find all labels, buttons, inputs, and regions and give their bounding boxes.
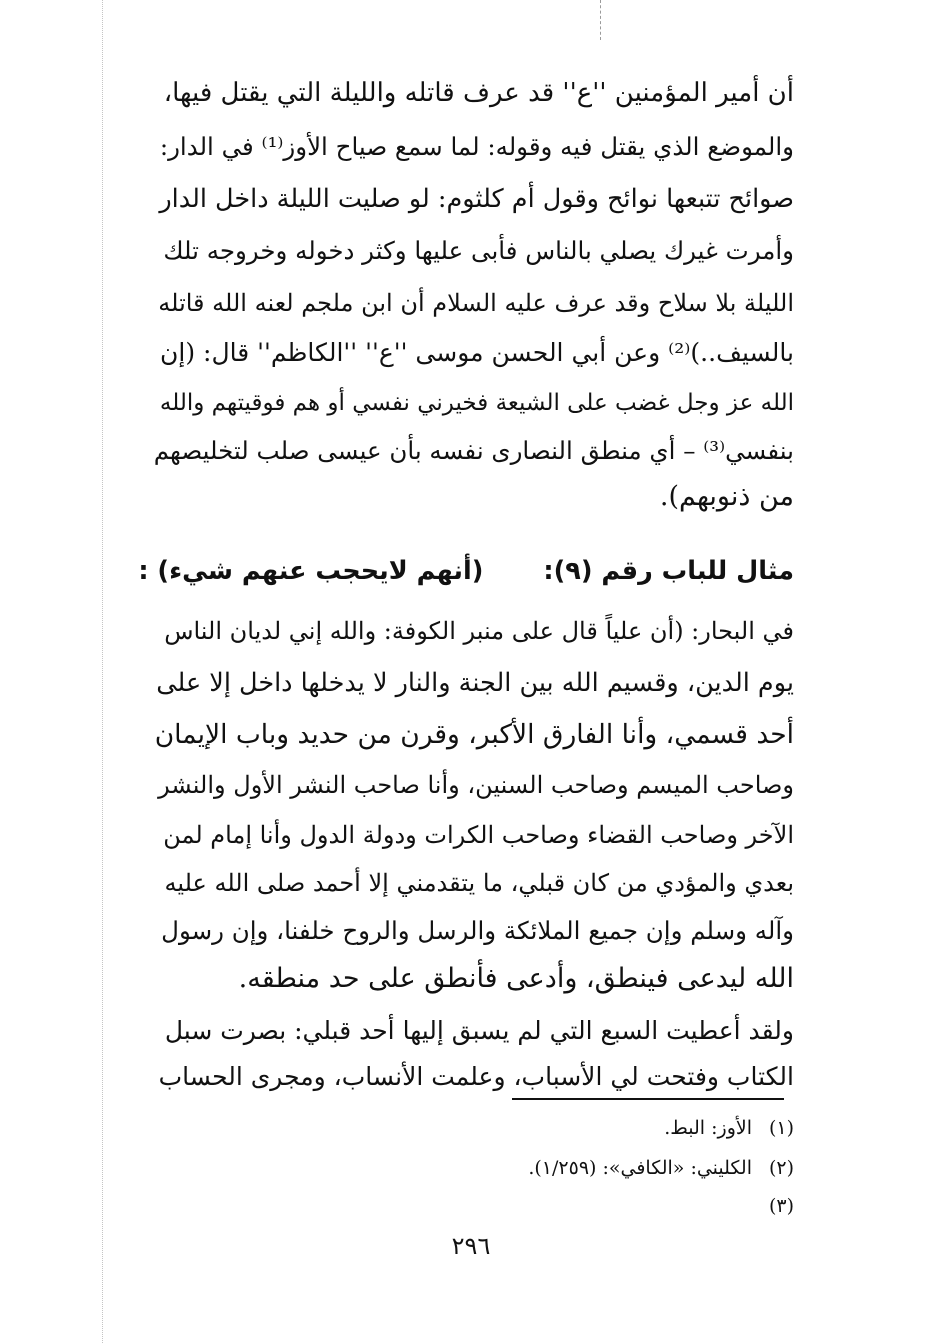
scan-edge-mark-center	[600, 0, 601, 40]
paragraph-line: صوائح تتبعها نوائح وقول أم كلثوم: لو صليت الليلة داخل الدار	[159, 184, 794, 214]
section-heading	[134, 548, 794, 594]
footnote-text: الكليني: «الكافي»: (١/٢٥٩).	[528, 1157, 752, 1179]
footnote-number: (٢)	[768, 1157, 794, 1179]
heading-subject: (أنهم لايحجب عنهم شيء) :	[138, 556, 484, 586]
paragraph-line: بالسيف..)⁽²⁾ وعن أبي الحسن موسى ''ع'' ''الكاظم'' قال: (إن	[160, 338, 794, 367]
paragraph-line: الكتاب وفتحت لي الأسباب، وعلمت الأنساب، ومجرى الحساب	[158, 1062, 794, 1091]
paragraph-line: بنفسي⁽³⁾ – أي منطق النصارى نفسه بأن عيسى صلب لتخليصهم	[154, 436, 794, 465]
paragraph-line: وأمرت غيرك يصلي بالناس فأبى عليها وكثر دخوله وخروجه تلك	[163, 236, 794, 265]
scan-edge-mark-left	[102, 0, 103, 1343]
paragraph-line: يوم الدين، وقسيم الله بين الجنة والنار لا يدخلها داخل إلا على	[156, 668, 794, 698]
footnote-2	[154, 1150, 794, 1186]
footnote-number: (١)	[768, 1117, 794, 1139]
page-number: ٢٩٦	[451, 1232, 491, 1260]
paragraph-line: الله ليدعى فينطق، وأدعى فأنطق على حد منطقه.	[238, 963, 794, 994]
footnote-separator	[512, 1098, 784, 1100]
footnote-3	[154, 1188, 794, 1224]
paragraph-line: بعدي والمؤدي من كان قبلي، ما يتقدمني إلا أحمد صلى الله عليه	[164, 869, 794, 897]
footnote-1	[154, 1110, 794, 1146]
paragraph-line: والموضع الذي يقتل فيه وقوله: لما سمع صياح الأوز⁽¹⁾ في الدار:	[159, 132, 794, 161]
paragraph-line: الله عز وجل غضب على الشيعة فخيرني نفسي أو هم فوقيتهم والله	[159, 390, 794, 416]
paragraph-line: الليلة بلا سلاح وقد عرف عليه السلام أن ابن ملجم لعنه الله قاتله	[158, 289, 794, 317]
paragraph-line: أحد قسمي، وأنا الفارق الأكبر، وقرن من حديد وباب الإيمان	[154, 719, 794, 750]
paragraph-line: وصاحب الميسم وصاحب السنين، وأنا صاحب النشر الأول والنشر	[158, 771, 794, 799]
paragraph-line: أن أمير المؤمنين ''ع'' قد عرف قاتله والليلة التي يقتل فيها،	[163, 78, 794, 108]
paragraph-line: من ذنوبهم).	[659, 481, 794, 512]
footnote-number: (٣)	[768, 1195, 794, 1217]
paragraph-line: وآله وسلم وإن جميع الملائكة والرسل والروح خلفنا، وإن رسول	[161, 916, 794, 945]
heading-chapter-ref: مثال للباب رقم (٩):	[543, 556, 794, 586]
paragraph-line: ولقد أعطيت السبع التي لم يسبق إليها أحد قبلي: بصرت سبل	[164, 1016, 794, 1045]
footnote-text: الأوز: البط.	[664, 1117, 752, 1139]
paragraph-line: في البحار: (أن علياً قال على منبر الكوفة: والله إني لديان الناس	[164, 617, 794, 645]
paragraph-line: الآخر وصاحب القضاء وصاحب الكرات ودولة الدول وأنا إمام لمن	[163, 821, 794, 849]
